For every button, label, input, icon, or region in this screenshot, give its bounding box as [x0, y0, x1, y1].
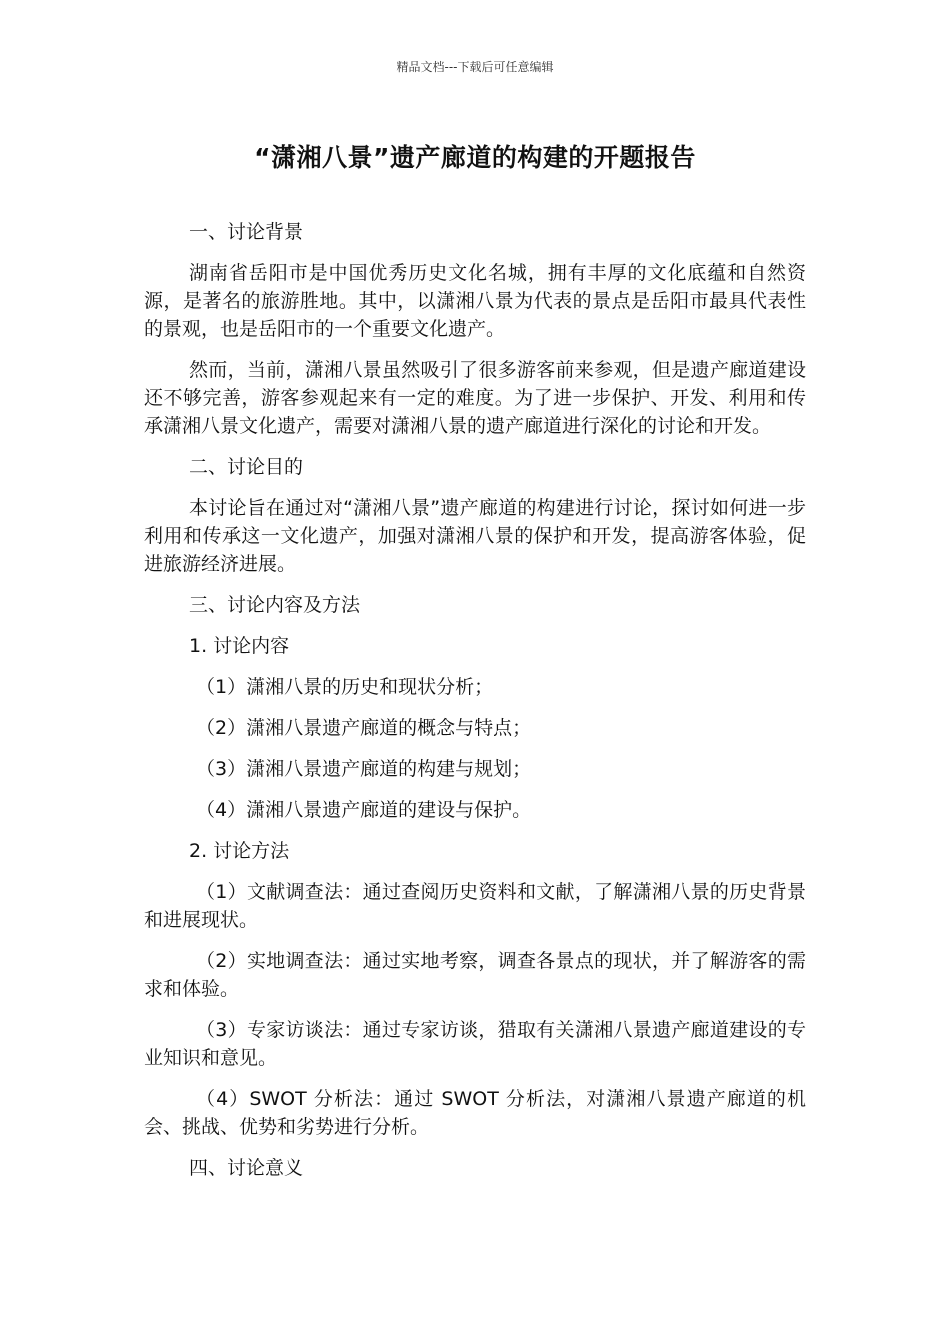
list-item-method: （2）实地调查法：通过实地考察，调查各景点的现状，并了解游客的需求和体验。 — [144, 950, 806, 1000]
list-item-content: （4）潇湘八景遗产廊道的建设与保护。 — [196, 799, 532, 821]
section-heading-background: 一、讨论背景 — [189, 221, 304, 243]
section-heading-significance: 四、讨论意义 — [189, 1157, 304, 1179]
paragraph-background-2: 然而，当前，潇湘八景虽然吸引了很多游客前来参观，但是遗产廊道建设还不够完善，游客参观起来有一定的难度。为了进一步保护、开发、利用和传承潇湘八景文化遗产，需要对潇湘八景的遗产廊道进行深化的讨论和开发。 — [144, 359, 806, 437]
list-item-method: （1）文献调查法：通过查阅历史资料和文献，了解潇湘八景的历史背景和进展现状。 — [144, 881, 806, 931]
document-body — [144, 218, 806, 1195]
header-note: 精品文档---下载后可任意编辑 — [396, 60, 554, 74]
list-item-content: （1）潇湘八景的历史和现状分析； — [196, 676, 494, 698]
list-item-method: （3）专家访谈法：通过专家访谈，猎取有关潇湘八景遗产廊道建设的专业知识和意见。 — [144, 1019, 806, 1069]
list-item-method: （4）SWOT 分析法：通过 SWOT 分析法，对潇湘八景遗产廊道的机会、挑战、优势和劣势进行分析。 — [144, 1088, 806, 1138]
subheading-methods: 2. 讨论方法 — [189, 840, 290, 862]
list-item-content: （3）潇湘八景遗产廊道的构建与规划； — [196, 758, 532, 780]
list-item-content: （2）潇湘八景遗产廊道的概念与特点； — [196, 717, 532, 739]
section-heading-purpose: 二、讨论目的 — [189, 456, 304, 478]
subheading-content: 1. 讨论内容 — [189, 635, 290, 657]
paragraph-background-1: 湖南省岳阳市是中国优秀历史文化名城，拥有丰厚的文化底蕴和自然资源，是著名的旅游胜地。其中，以潇湘八景为代表的景点是岳阳市最具代表性的景观，也是岳阳市的一个重要文化遗产。 — [144, 262, 806, 340]
document-title: “潇湘八景”遗产廊道的构建的开题报告 — [254, 143, 696, 172]
section-heading-content-methods: 三、讨论内容及方法 — [189, 594, 361, 616]
paragraph-purpose: 本讨论旨在通过对“潇湘八景”遗产廊道的构建进行讨论，探讨如何进一步利用和传承这一文化遗产，加强对潇湘八景的保护和开发，提高游客体验，促进旅游经济进展。 — [144, 497, 806, 575]
